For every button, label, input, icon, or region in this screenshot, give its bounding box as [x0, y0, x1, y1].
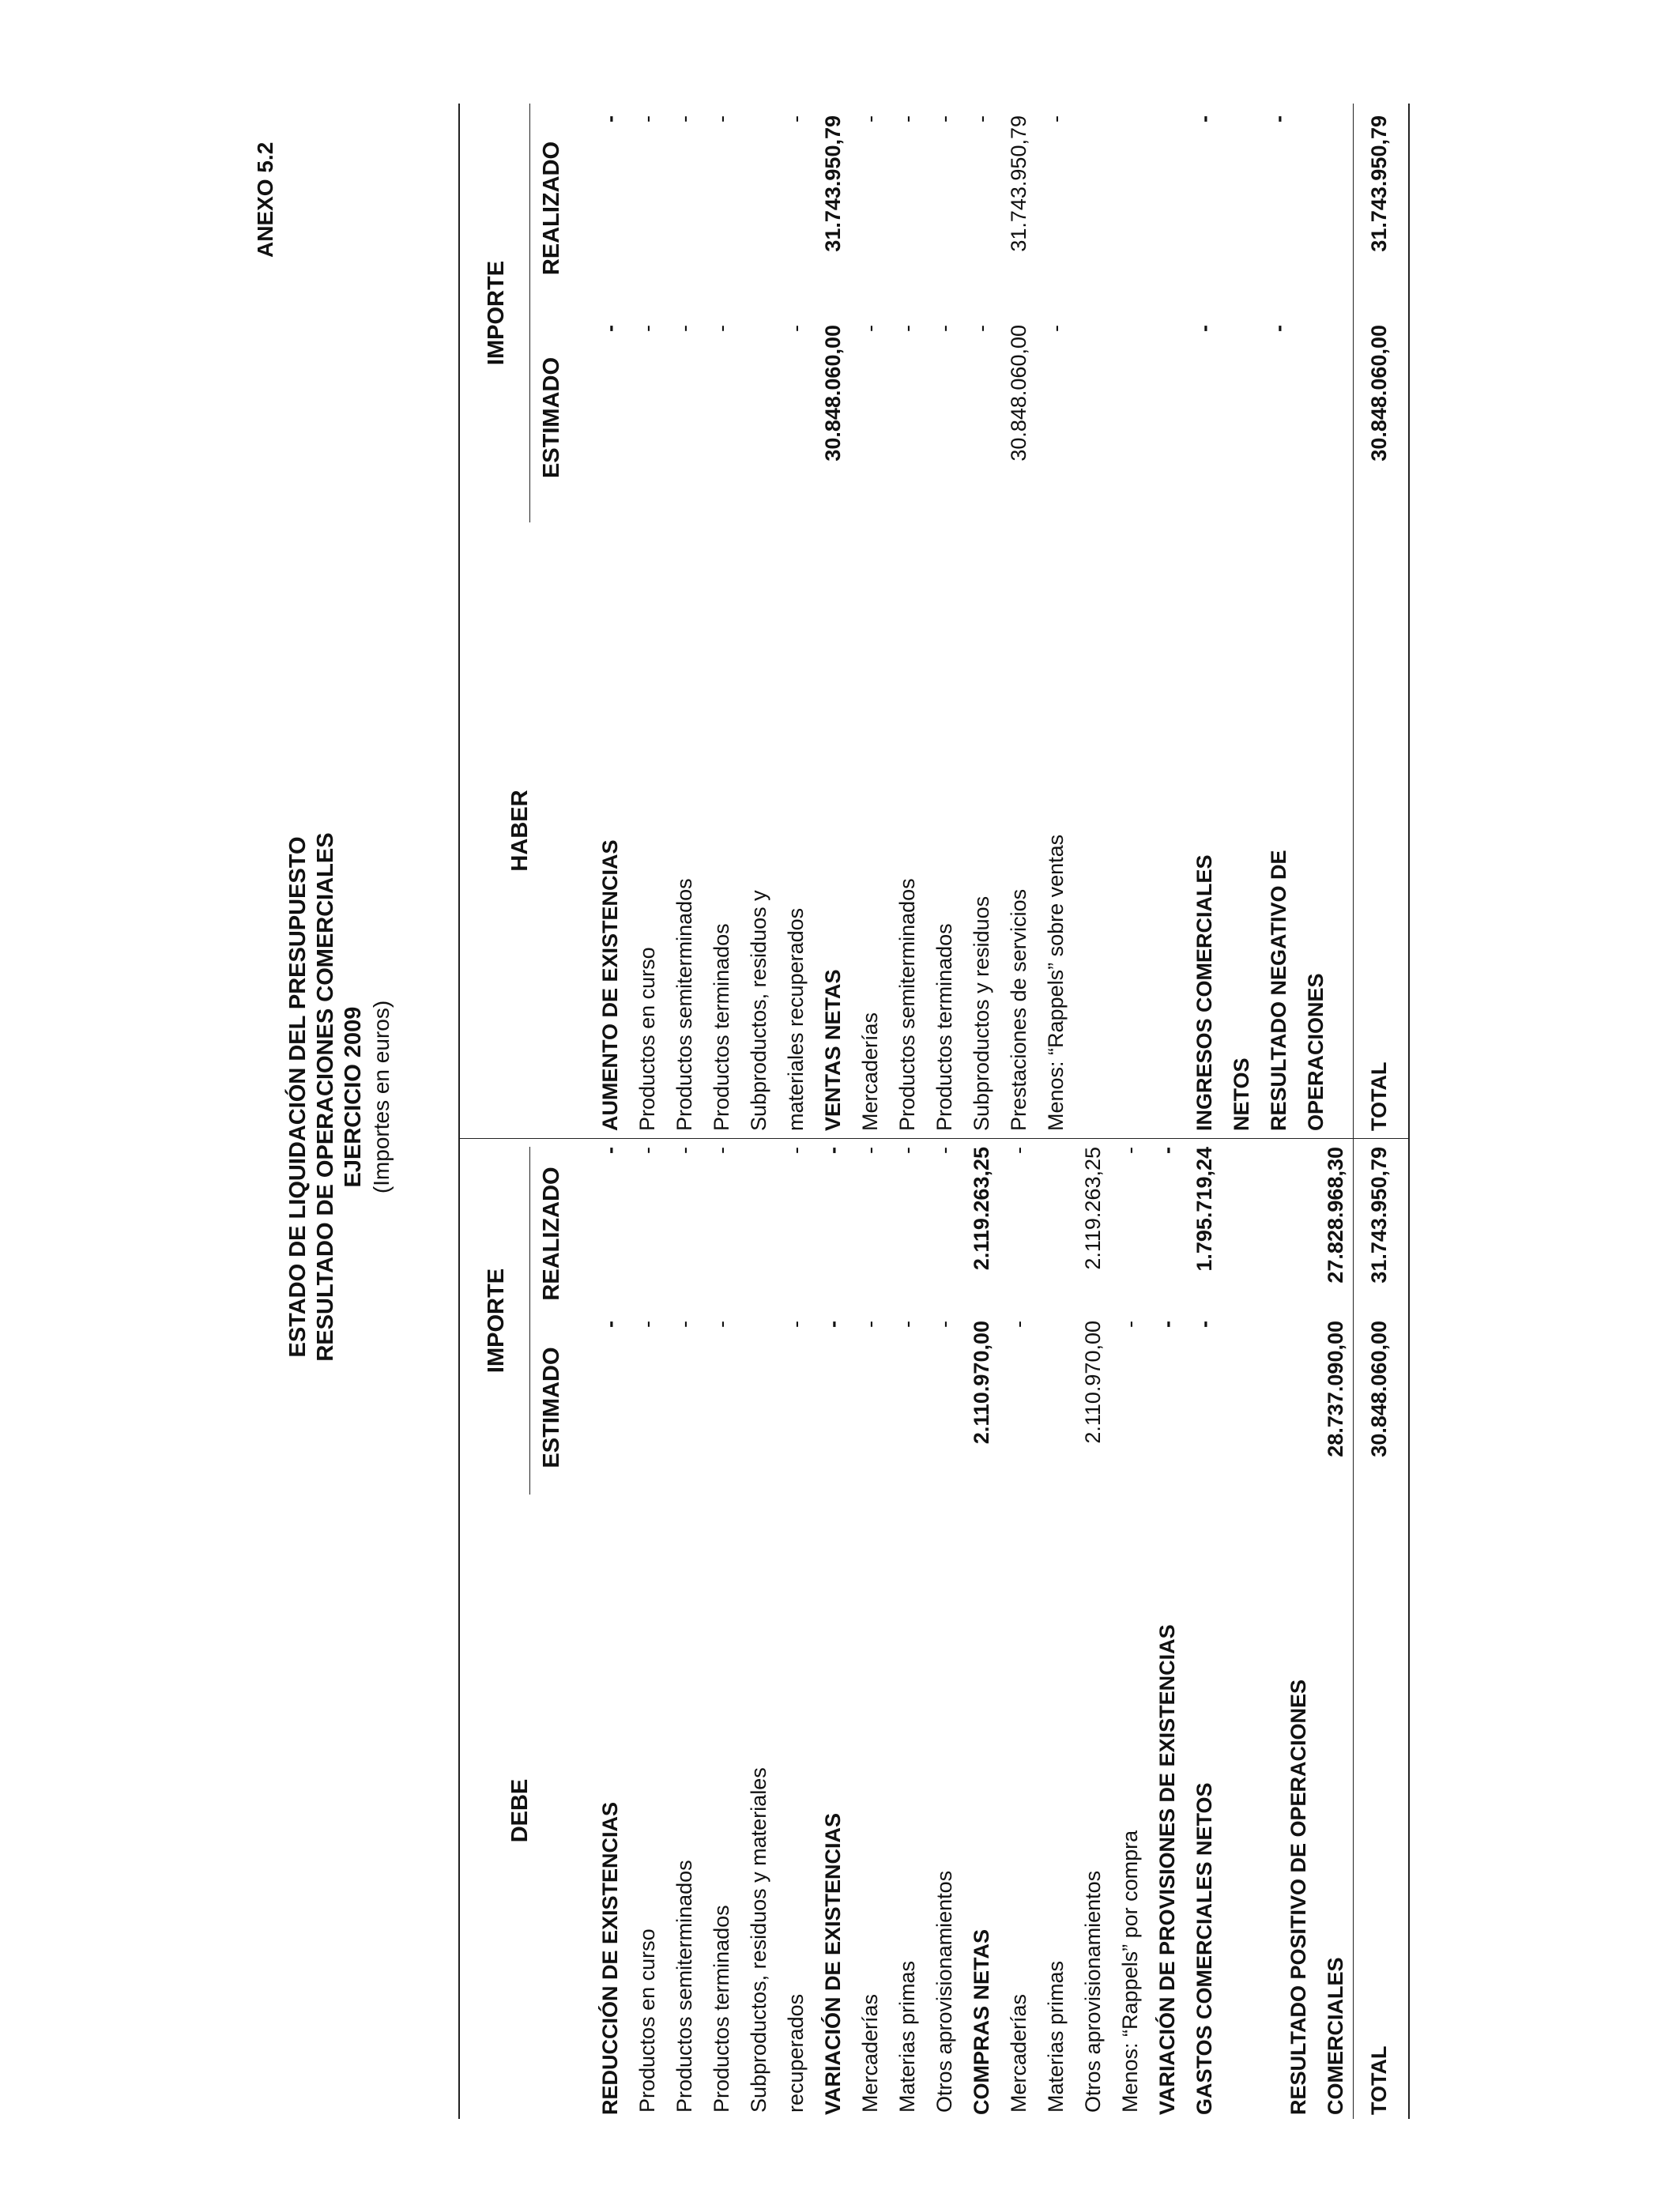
debe-realizado-header: REALIZADO	[539, 1167, 564, 1301]
haber-row-estimado: -	[1267, 325, 1290, 332]
debe-row-estimado: -	[1118, 1321, 1142, 1328]
debe-importe-header: IMPORTE	[484, 1268, 509, 1374]
debe-row-realizado: -	[1155, 1147, 1179, 1154]
debe-row-label: REDUCCIÓN DE EXISTENCIAS	[598, 1801, 622, 2115]
debe-row-realizado: -	[858, 1147, 882, 1154]
debe-row-label: VARIACIÓN DE EXISTENCIAS	[821, 1812, 845, 2115]
debe-row-realizado: -	[932, 1147, 956, 1154]
debe-row-label: RESULTADO POSITIVO DE OPERACIONES	[1286, 1679, 1310, 2115]
debe-row-estimado: -	[821, 1321, 845, 1328]
debe-row-label: Otros aprovisionamientos	[932, 1870, 956, 2113]
haber-row-label: Subproductos, residuos y	[747, 890, 770, 1131]
haber-importe-header: IMPORTE	[484, 260, 509, 366]
debe-row-realizado: -	[1007, 1147, 1030, 1154]
debe-row-label: COMERCIALES	[1324, 1957, 1347, 2115]
haber-row-realizado: -	[932, 115, 956, 123]
debe-row-estimado: -	[784, 1321, 808, 1328]
haber-row-estimado: -	[932, 325, 956, 332]
haber-importe-rule	[529, 104, 530, 522]
debe-row-label: Mercaderías	[1007, 1993, 1030, 2113]
haber-row-realizado: -	[858, 115, 882, 123]
haber-row-label: VENTAS NETAS	[821, 969, 845, 1131]
haber-row-estimado: -	[895, 325, 919, 332]
haber-row-label: NETOS	[1230, 1057, 1253, 1131]
debe-row-realizado: -	[784, 1147, 808, 1154]
title-line-1: ESTADO DE LIQUIDACIÓN DEL PRESUPUESTO	[285, 836, 311, 1358]
haber-estimado-header: ESTIMADO	[539, 356, 564, 479]
haber-row-estimado: -	[1192, 325, 1216, 332]
debe-row-estimado: -	[858, 1321, 882, 1328]
debe-row-label: COMPRAS NETAS	[970, 1928, 993, 2115]
debe-row-label: Productos semiterminados	[672, 1860, 696, 2113]
haber-total-realizado: 31.743.950,79	[1367, 115, 1391, 252]
haber-row-estimado: -	[635, 325, 659, 332]
debe-row-label: recuperados	[784, 1993, 808, 2113]
debe-row-estimado: -	[672, 1321, 696, 1328]
annex-label: ANEXO 5.2	[253, 141, 277, 258]
haber-row-estimado: -	[1044, 325, 1068, 332]
debe-row-estimado: 28.737.090,00	[1324, 1321, 1347, 1457]
haber-row-label: RESULTADO NEGATIVO DE	[1267, 850, 1290, 1131]
debe-row-estimado: -	[710, 1321, 733, 1328]
haber-row-label: Productos semiterminados	[672, 878, 696, 1131]
debe-row-realizado: -	[635, 1147, 659, 1154]
debe-row-label: VARIACIÓN DE PROVISIONES DE EXISTENCIAS	[1155, 1624, 1179, 2115]
debe-row-realizado: -	[672, 1147, 696, 1154]
haber-row-realizado: -	[1267, 115, 1290, 123]
report-title-block	[284, 0, 395, 2194]
haber-row-label: INGRESOS COMERCIALES	[1192, 854, 1216, 1131]
haber-row-realizado: -	[784, 115, 808, 123]
center-divider	[460, 1138, 1408, 1139]
haber-row-realizado: -	[1192, 115, 1216, 123]
debe-row-realizado: 2.119.263,25	[970, 1147, 993, 1271]
debe-row-label: Materias primas	[895, 1960, 919, 2113]
title-line-2: RESULTADO DE OPERACIONES COMERCIALES	[313, 832, 338, 1362]
haber-row-estimado: -	[598, 325, 622, 332]
debe-total-label: TOTAL	[1367, 2045, 1391, 2115]
haber-row-label: Prestaciones de servicios	[1007, 888, 1030, 1131]
debe-row-label: Otros aprovisionamientos	[1081, 1870, 1105, 2113]
units-note: (Importes en euros)	[369, 1000, 394, 1194]
liquidation-table	[458, 104, 1410, 2119]
debe-header: DEBE	[507, 1778, 533, 1843]
haber-row-realizado: -	[970, 115, 993, 123]
haber-row-estimado: -	[784, 325, 808, 332]
haber-row-label: AUMENTO DE EXISTENCIAS	[598, 839, 622, 1131]
debe-row-label: Productos en curso	[635, 1928, 659, 2113]
debe-row-realizado: 1.795.719,24	[1192, 1147, 1216, 1272]
debe-row-estimado: 2.110.970,00	[1081, 1321, 1105, 1444]
debe-row-estimado: -	[598, 1321, 622, 1328]
haber-row-label: Productos semiterminados	[895, 878, 919, 1131]
debe-row-estimado: -	[1192, 1321, 1216, 1328]
debe-row-estimado: -	[1007, 1321, 1030, 1328]
haber-row-realizado: 31.743.950,79	[1007, 115, 1030, 252]
haber-total-estimado: 30.848.060,00	[1367, 325, 1391, 462]
haber-header: HABER	[507, 790, 533, 872]
haber-row-realizado: -	[598, 115, 622, 123]
debe-total-realizado: 31.743.950,79	[1367, 1147, 1391, 1284]
debe-row-estimado: -	[895, 1321, 919, 1328]
debe-row-label: Subproductos, residuos y materiales	[747, 1767, 770, 2113]
haber-row-label: Menos: “Rappels” sobre ventas	[1044, 834, 1068, 1131]
haber-row-estimado: 30.848.060,00	[1007, 325, 1030, 462]
debe-row-realizado: -	[1118, 1147, 1142, 1154]
debe-row-realizado: -	[895, 1147, 919, 1154]
haber-row-realizado: -	[635, 115, 659, 123]
debe-row-estimado: 2.110.970,00	[970, 1321, 993, 1445]
haber-row-estimado: -	[970, 325, 993, 332]
haber-row-estimado: -	[710, 325, 733, 332]
debe-row-estimado: -	[635, 1321, 659, 1328]
debe-row-realizado: -	[821, 1147, 845, 1154]
haber-row-label: Productos en curso	[635, 947, 659, 1131]
haber-row-label: Productos terminados	[932, 923, 956, 1131]
haber-row-label: OPERACIONES	[1304, 973, 1328, 1131]
debe-row-label: Menos: “Rappels” por compra	[1118, 1830, 1142, 2113]
haber-total-label: TOTAL	[1367, 1061, 1391, 1131]
debe-row-label: Mercaderías	[858, 1993, 882, 2113]
haber-row-label: Productos terminados	[710, 923, 733, 1131]
debe-row-label: Productos terminados	[710, 1905, 733, 2113]
title-line-3: EJERCICIO 2009	[341, 1006, 366, 1188]
haber-row-realizado: -	[1044, 115, 1068, 123]
debe-row-label: GASTOS COMERCIALES NETOS	[1192, 1782, 1216, 2115]
haber-row-label: Subproductos y residuos	[970, 895, 993, 1131]
debe-row-estimado: -	[1155, 1321, 1179, 1328]
debe-row-realizado: 27.828.968,30	[1324, 1147, 1347, 1284]
total-rule	[1353, 104, 1354, 2119]
haber-row-realizado: -	[710, 115, 733, 123]
debe-row-realizado: 2.119.263,25	[1081, 1147, 1105, 1270]
haber-row-realizado: -	[895, 115, 919, 123]
haber-row-realizado: -	[672, 115, 696, 123]
debe-total-estimado: 30.848.060,00	[1367, 1321, 1391, 1457]
haber-row-estimado: -	[858, 325, 882, 332]
haber-row-label: materiales recuperados	[784, 907, 808, 1131]
haber-row-estimado: -	[672, 325, 696, 332]
haber-row-label: Mercaderías	[858, 1012, 882, 1131]
debe-row-realizado: -	[598, 1147, 622, 1154]
debe-estimado-header: ESTIMADO	[539, 1347, 564, 1468]
haber-realizado-header: REALIZADO	[539, 141, 564, 276]
debe-row-label: Materias primas	[1044, 1960, 1068, 2113]
haber-row-realizado: 31.743.950,79	[821, 115, 845, 252]
debe-row-estimado: -	[932, 1321, 956, 1328]
debe-importe-rule	[529, 1147, 530, 1495]
debe-row-realizado: -	[710, 1147, 733, 1154]
haber-row-estimado: 30.848.060,00	[821, 325, 845, 462]
